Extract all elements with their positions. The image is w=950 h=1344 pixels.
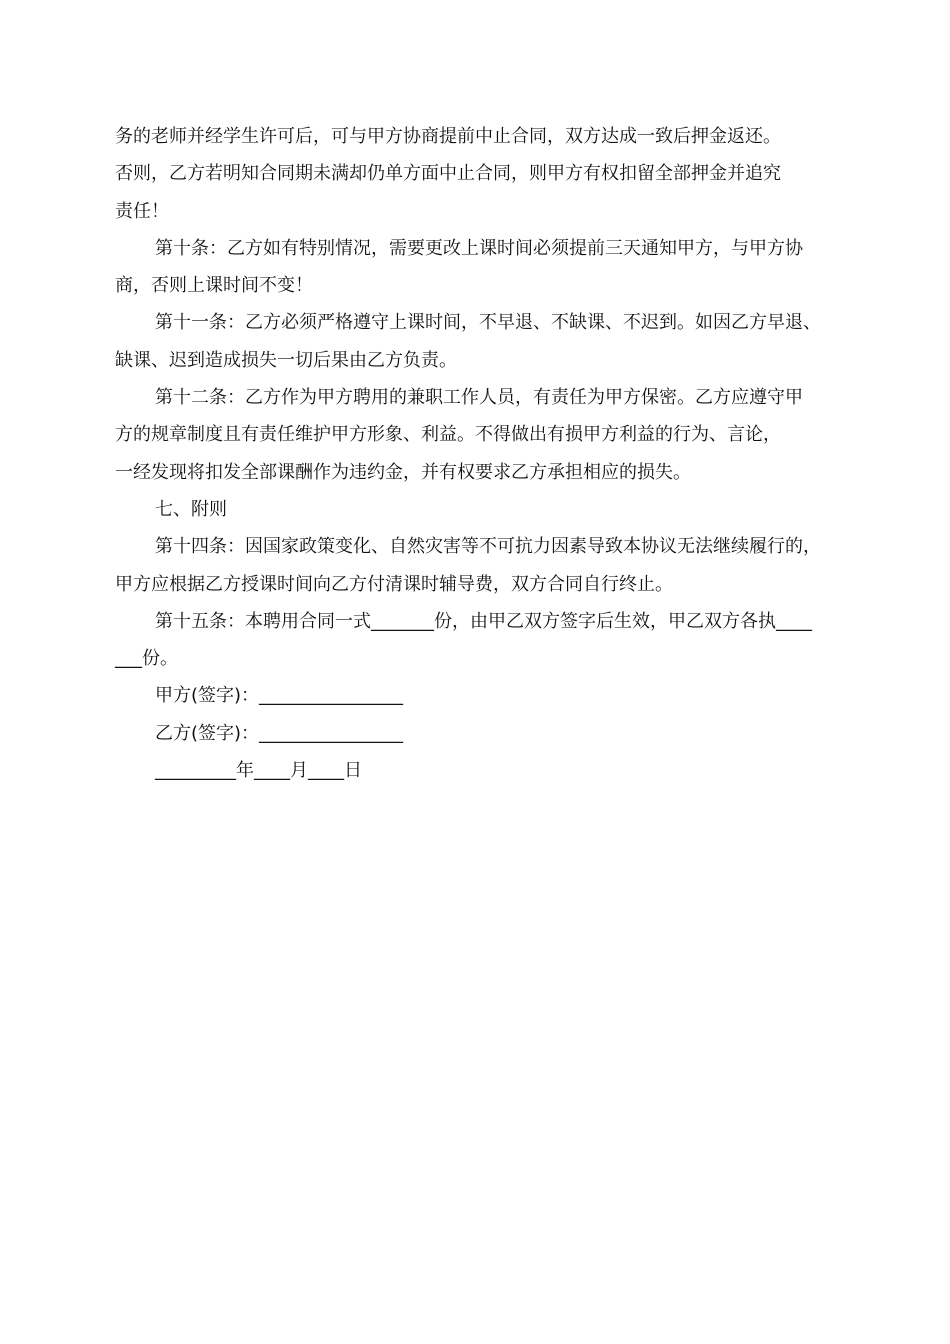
text-line: ___份。 [115, 648, 178, 670]
document-body [115, 118, 847, 789]
clause-10-line: 第十条：乙方如有特别情况，需要更改上课时间必须提前三天通知甲方，与甲方协 [155, 237, 803, 259]
party-b-signature-line: 乙方(签字)：________________ [155, 722, 404, 744]
text-line: 缺课、迟到造成损失一切后果由乙方负责。 [115, 349, 457, 371]
text-line: 方的规章制度且有责任维护甲方形象、利益。不得做出有损甲方利益的行为、言论， [115, 424, 781, 446]
text-line: 务的老师并经学生许可后，可与甲方协商提前中止合同，双方达成一致后押金返还。 [115, 126, 781, 147]
party-a-signature-line: 甲方(签字)：________________ [155, 685, 404, 707]
clause-11-line: 第十一条：乙方必须严格遵守上课时间，不早退、不缺课、不迟到。如因乙方早退、 [155, 312, 821, 334]
text-line: 商，否则上课时间不变！ [115, 275, 313, 297]
text-line: 否则，乙方若明知合同期未满却仍单方面中止合同，则甲方有权扣留全部押金并追究 [115, 163, 781, 185]
text-line: 责任！ [115, 200, 169, 222]
text-line: 一经发现将扣发全部课酬作为违约金，并有权要求乙方承担相应的损失。 [115, 461, 691, 483]
clause-15-line: 第十五条：本聘用合同一式_______份，由甲乙双方签字后生效，甲乙双方各执____ [155, 610, 812, 632]
section-heading: 七、附则 [155, 498, 227, 520]
clause-12-line: 第十二条：乙方作为甲方聘用的兼职工作人员，有责任为甲方保密。乙方应遵守甲 [155, 387, 803, 409]
text-line: 甲方应根据乙方授课时间向乙方付清课时辅导费，双方合同自行终止。 [115, 573, 673, 595]
clause-14-line: 第十四条：因国家政策变化、自然灾害等不可抗力因素导致本协议无法继续履行的， [155, 536, 821, 558]
date-line: _________年____月____日 [155, 760, 362, 782]
